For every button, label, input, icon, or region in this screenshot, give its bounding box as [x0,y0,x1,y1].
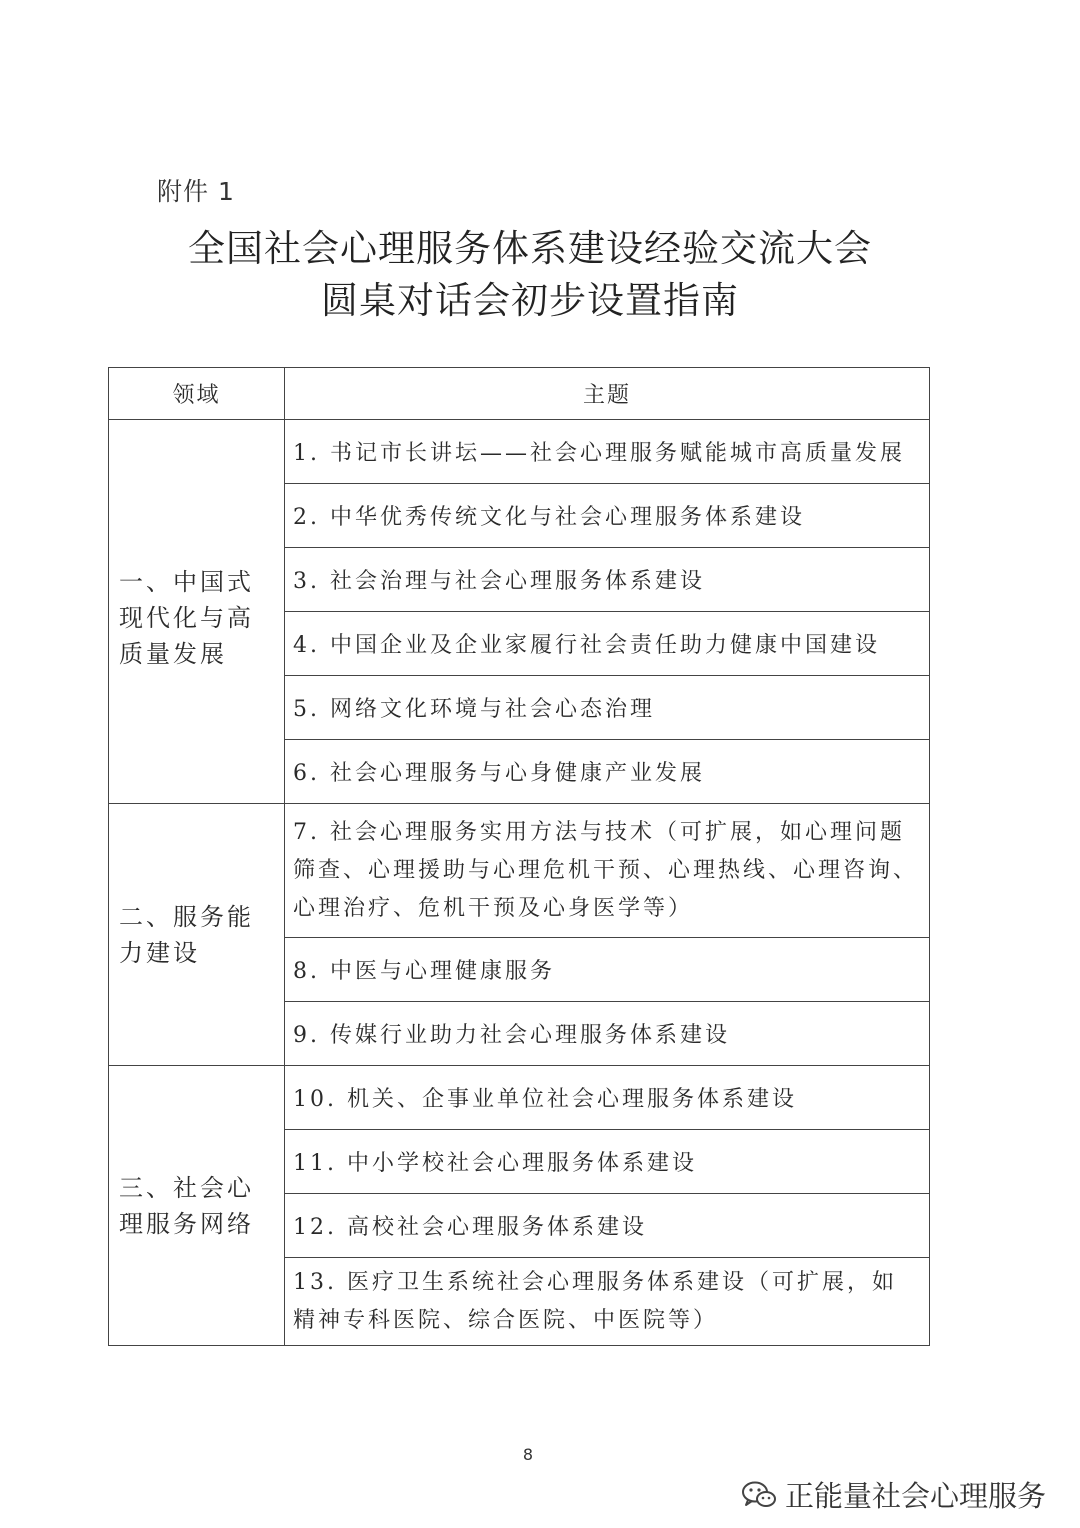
topic-cell: 10. 机关、企事业单位社会心理服务体系建设 [285,1066,930,1130]
topic-cell: 11. 中小学校社会心理服务体系建设 [285,1130,930,1194]
topic-cell: 6. 社会心理服务与心身健康产业发展 [285,740,930,804]
roundtable-guide-table [108,367,930,1346]
topic-cell: 12. 高校社会心理服务体系建设 [285,1194,930,1258]
topic-cell: 4. 中国企业及企业家履行社会责任助力健康中国建设 [285,612,930,676]
column-header-domain: 领域 [109,368,285,420]
table-row [109,420,930,484]
watermark-text: 正能量社会心理服务 [784,1479,1046,1513]
topic-cell: 2. 中华优秀传统文化与社会心理服务体系建设 [285,484,930,548]
document-title-line-2: 圆桌对话会初步设置指南 [321,279,739,322]
topic-cell: 7. 社会心理服务实用方法与技术（可扩展，如心理问题筛查、心理援助与心理危机干预、心理热线、心理咨询、心理治疗、危机干预及心身医学等） [285,804,930,938]
topic-cell: 8. 中医与心理健康服务 [285,938,930,1002]
topic-cell: 13. 医疗卫生系统社会心理服务体系建设（可扩展，如精神专科医院、综合医院、中医院等） [285,1258,930,1346]
domain-cell: 三、社会心理服务网络 [109,1066,285,1346]
topic-cell: 9. 传媒行业助力社会心理服务体系建设 [285,1002,930,1066]
watermark [741,1474,1046,1515]
attachment-label: 附件 1 [157,177,235,206]
domain-cell: 二、服务能力建设 [109,804,285,1066]
domain-cell: 一、中国式现代化与高质量发展 [109,420,285,804]
wechat-icon [741,1480,777,1510]
topic-cell: 3. 社会治理与社会心理服务体系建设 [285,548,930,612]
table-header-row [109,368,930,420]
column-header-topic: 主题 [285,368,930,420]
topic-cell: 5. 网络文化环境与社会心态治理 [285,676,930,740]
page-number: 8 [522,1445,534,1464]
table-row [109,1066,930,1130]
topic-cell: 1. 书记市长讲坛——社会心理服务赋能城市高质量发展 [285,420,930,484]
document-title-line-1: 全国社会心理服务体系建设经验交流大会 [188,227,872,270]
table-row [109,804,930,938]
